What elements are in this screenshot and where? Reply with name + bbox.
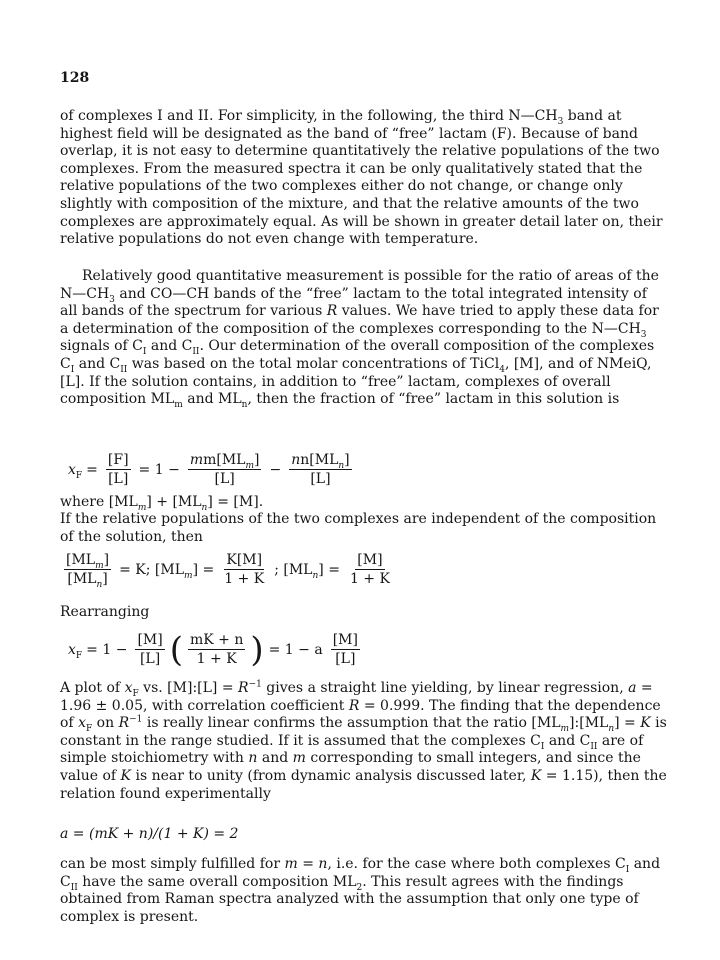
equation-3: $x_F$ = 1 − $\frac{[M]}{[L]}$ ( $\frac{mK + n}{1 + K}$ ) = 1 − a $\frac{[M]}{[L]}$ <box>68 629 358 670</box>
fraction-mlm-over-mln: $\frac{[ML_m]}{[ML_n]}$ <box>66 552 110 590</box>
fraction-mkn-over-1k: $\frac{mK + n}{1 + K}$ <box>189 632 244 667</box>
paragraph-3: If the relative populations of the two complexes are independent of the composition of the solution, then <box>60 511 657 545</box>
equation-4: a = (mK + n)/(1 + K) = 2 <box>60 826 239 842</box>
equation-1: $x_F$ = $\frac{[F]}{[L]}$ = 1 − $\frac{mm[ML_m]}{[L]}$ − $\frac{nn[ML_n]}{[L]}$ <box>68 452 350 487</box>
page-number: 128 <box>60 70 90 86</box>
paragraph-1: of complexes I and II. For simplicity, in the following, the third $N—CH_3$ band at highest field will be designated as the band of “free” lactam (F). Because of band overlap, it is not easy to determine quantitatively the relative populations of the two complexes. From the measured spectra it can be only qualitatively stated that the relative populations of the two complexes either do not change, or change only slightly with composition of the mixture, and that the relative amounts of the two complexes are approximately equal. As will be shown in greater detail later on, their relative populations do not even change with temperature. <box>60 108 663 248</box>
paragraph-2: Relatively good quantitative measurement is possible for the ratio of areas of the $N—CH_3$ and CO—CH bands of the “free” lactam to the total integrated intensity of all bands of the spectrum for various R values. We have tried to apply these data for a determination of the composition of the complexes corresponding to the $N—CH_3$ signals of $C_I$ and $C_{II}$. Our determination of the overall composition of the complexes $C_I$ and $C_{II}$ was based on the total molar concentrations of TiCl$_4$, [M], and of NMeiQ, [L]. If the solution contains, in addition to “free” lactam, complexes of overall composition $ML_m$ and $ML_n$, then the fraction of “free” lactam in this solution is <box>60 268 659 410</box>
fraction-mln-over-l: $\frac{nn[ML_n]}{[L]}$ <box>291 452 350 487</box>
rearranging-label: Rearranging <box>60 604 150 620</box>
fraction-km-over-1k: $\frac{K[M]}{1 + K}$ <box>224 552 265 587</box>
where-line: where $[ML_m] + [ML_n] = [M]$. <box>60 494 264 513</box>
fraction-m-over-l: $\frac{[M]}{[L]}$ <box>137 632 163 667</box>
fraction-mlm-over-l: $\frac{mm[ML_m]}{[L]}$ <box>189 452 260 487</box>
paragraph-5: can be most simply fulfilled for m = n, i.e. for the case where both complexes $C_I$ and $C_{II}$ have the same overall composition $ML_2$. This result agrees with the findings obtained from Raman spectra analyzed with the assumption that only one type of complex is present. <box>60 856 661 925</box>
fraction-m-over-1k: $\frac{[M]}{1 + K}$ <box>349 552 390 587</box>
equation-2: $\frac{[ML_m]}{[ML_n]}$ = K; $[ML_m]$ = $\frac{K[M]}{1 + K}$ ; $[ML_n]$ = $\frac{[M]}{1 + K}$ <box>66 552 390 590</box>
fraction-m-over-l-2: $\frac{[M]}{[L]}$ <box>332 632 358 667</box>
fraction-f-over-l: $\frac{[F]}{[L]}$ <box>107 452 129 487</box>
paragraph-4: A plot of $x_F$ vs. [M]:[L] = $R^{-1}$ gives a straight line yielding, by linear regression, a = 1.96 ± 0.05, with correlation coefficient R = 0.999. The finding that the dependence of $x_F$ on $R^{-1}$ is really linear confirms the assumption that the ratio $[ML_m]:[ML_n] = K$ is constant in the range studied. If it is assumed that the complexes $C_I$ and $C_{II}$ are of simple stoichiometry with n and m corresponding to small integers, and since the value of K is near to unity (from dynamic analysis discussed later, K = 1.15), then the relation found experimentally <box>60 679 667 802</box>
